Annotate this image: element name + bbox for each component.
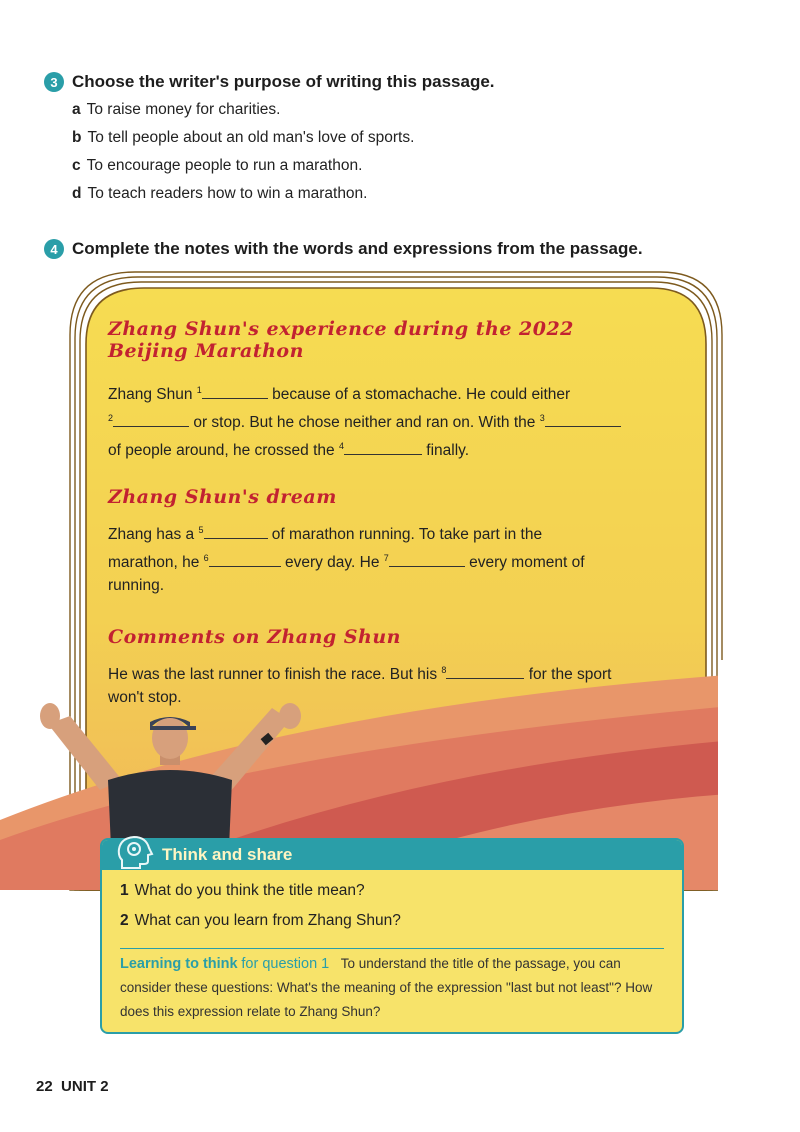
unit-label: UNIT 2 — [61, 1078, 109, 1095]
question-3-text: Choose the writer's purpose of writing this passage. — [72, 72, 495, 91]
blank-7[interactable] — [389, 551, 465, 567]
notes-line: Zhang Shun $^1$ because of a stomachache. He could either — [108, 385, 571, 404]
question-number-badge: 3 — [44, 72, 64, 92]
notes-line: He was the last runner to finish the race. But his $^8$ for the sport — [108, 665, 612, 684]
think-question-2: 2 What can you learn from Zhang Shun? — [120, 912, 401, 929]
blank-4[interactable] — [344, 439, 422, 455]
think-question-1: 1 What do you think the title mean? — [120, 882, 365, 899]
blank-8[interactable] — [446, 663, 524, 679]
notes-line: won't stop. — [108, 689, 182, 706]
blank-5[interactable] — [204, 523, 268, 539]
notes-heading-experience: Zhang Shun's experience during the 2022 Beijing Marathon — [108, 318, 574, 362]
blank-3[interactable] — [545, 411, 621, 427]
option-a[interactable]: a To raise money for charities. — [72, 101, 281, 118]
option-c[interactable]: c To encourage people to run a marathon. — [72, 157, 363, 174]
notes-heading-dream: Zhang Shun's dream — [108, 486, 337, 508]
notes-line: Zhang has a $^5$ of marathon running. To take part in the — [108, 525, 543, 544]
blank-1[interactable] — [202, 383, 268, 399]
think-and-share-box — [100, 838, 684, 1034]
page-number: 22 — [36, 1078, 53, 1095]
notes-line: $^2$ or stop. But he chose neither and ran on. With the $^3$ — [108, 408, 621, 433]
notes-heading-comments: Comments on Zhang Shun — [108, 626, 401, 648]
divider — [120, 948, 664, 949]
notes-line: marathon, he $^6$ every day. He $^7$ every moment of — [108, 553, 585, 572]
blank-2[interactable] — [113, 411, 189, 427]
think-title: Think and share — [162, 845, 293, 864]
blank-6[interactable] — [209, 551, 281, 567]
question-4-text: Complete the notes with the words and expressions from the passage. — [72, 239, 643, 258]
question-number-badge: 4 — [44, 239, 64, 259]
option-d[interactable]: d To teach readers how to win a marathon. — [72, 185, 368, 202]
notes-line: of people around, he crossed the $^4$ finally. — [108, 441, 470, 460]
head-gear-icon — [116, 834, 156, 872]
option-b[interactable]: b To tell people about an old man's love of sports. — [72, 129, 415, 146]
notes-line: running. — [108, 577, 165, 594]
page-footer — [36, 1078, 109, 1095]
learning-to-think: Learning to think for question 1 To understand the title of the passage, you can consider these questions: What's the meaning of the expression "last but not least"? How does this expression relate to Zhang Shun? — [120, 956, 653, 1019]
